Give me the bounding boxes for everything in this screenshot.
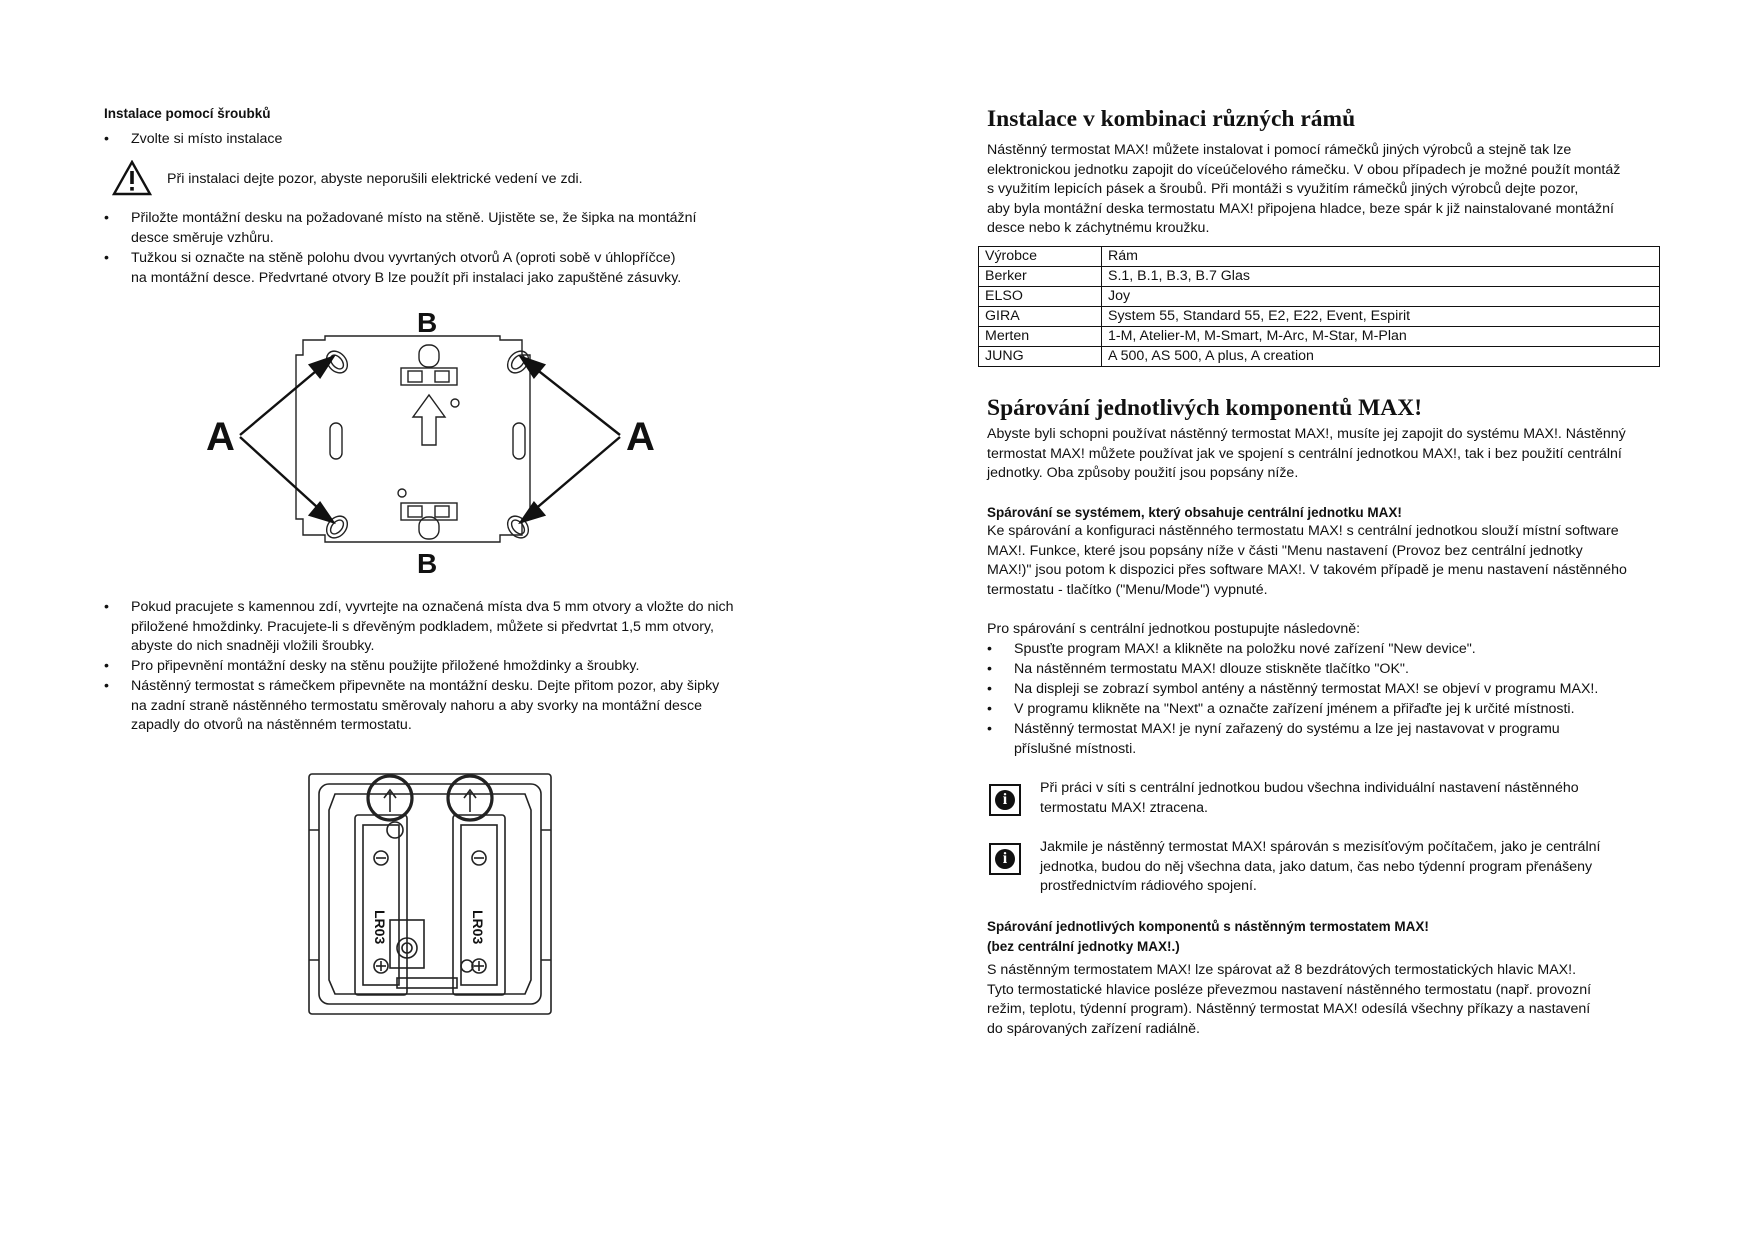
info-icon — [989, 843, 1021, 875]
table-cell: Merten — [979, 327, 1102, 347]
line: Spárování jednotlivých komponentů s nástěnným termostatem MAX! — [987, 919, 1429, 934]
bullet-glyph: • — [104, 131, 109, 147]
info-glyph: i — [995, 790, 1015, 810]
battery-label-right: LR03 — [470, 910, 486, 945]
table-cell: System 55, Standard 55, E2, E22, Event, Espirit — [1102, 307, 1660, 327]
standalone-paragraph — [987, 961, 1591, 1039]
table-header-row — [979, 247, 1660, 267]
info-glyph: i — [995, 849, 1015, 869]
step-item — [1014, 720, 1560, 759]
section-title-pairing: Spárování jednotlivých komponentů MAX! — [987, 395, 1423, 421]
table-row — [979, 347, 1660, 367]
line: Spusťte program MAX! a klikněte na položku nové zařízení "New device". — [1014, 641, 1476, 657]
line: jednotky. Oba způsoby použití jsou popsány níže. — [987, 465, 1299, 482]
bullet-choose-location: Zvolte si místo instalace — [131, 131, 283, 147]
bullet-glyph: • — [104, 658, 109, 674]
line: MAX!. Funkce, které jsou popsány níže v části "Menu nastavení (Provoz bez centrální jednotky — [987, 542, 1583, 559]
step-item — [1014, 700, 1575, 720]
line: (bez centrální jednotky MAX!.) — [987, 938, 1180, 954]
line: zapadly do otvorů na nástěnném termostatu. — [131, 717, 412, 734]
bullet-glyph: • — [987, 721, 992, 737]
line: přiložené hmoždinky. Pracujete-li s dřevěným podkladem, můžete si předvrtat 1,5 mm otvory, — [131, 618, 714, 635]
line: aby byla montážní deska termostatu MAX! připojena hladce, beze spár k již nainstalované montážní — [987, 200, 1614, 217]
line: Pro připevnění montážní desky na stěnu použijte přiložené hmoždinky a šroubky. — [131, 658, 640, 674]
line: Nástěnný termostat MAX! můžete instalovat i pomocí rámečků jiných výrobců a stejně tak lze — [987, 142, 1572, 158]
line: Nástěnný termostat MAX! je nyní zařazený do systému a lze jej nastavovat v programu — [1014, 721, 1560, 737]
subheading-central: Spárování se systémem, který obsahuje centrální jednotku MAX! — [987, 505, 1402, 520]
line: do spárovaných zařízení radiálně. — [987, 1020, 1200, 1037]
table-header-cell: Výrobce — [979, 247, 1102, 267]
line: Přiložte montážní desku na požadované místo na stěně. Ujistěte se, že šipka na montážní — [131, 210, 697, 226]
pairing-paragraph — [987, 425, 1626, 484]
table-row — [979, 267, 1660, 287]
bullet-attach-thermostat — [131, 677, 719, 736]
line: na zadní straně nástěnného termostatu směrovaly nahoru a aby svorky na montážní desce — [131, 697, 702, 714]
line: MAX!)" jsou potom k dispozici přes software MAX!. V takovém případě je menu nastavení nástěnného — [987, 562, 1627, 579]
bullet-glyph: • — [104, 210, 109, 226]
bullet-glyph: • — [987, 681, 992, 697]
table-cell: S.1, B.1, B.3, B.7 Glas — [1102, 267, 1660, 287]
right-page — [877, 0, 1754, 1240]
mounting-plate-figure — [200, 305, 670, 580]
bullet-drilling — [131, 598, 734, 657]
table-row — [979, 287, 1660, 307]
line: Na displeji se zobrazí symbol antény a nástěnný termostat MAX! se objeví v programu MAX!. — [1014, 681, 1599, 697]
line: Ke spárování a konfiguraci nástěnného termostatu MAX! s centrální jednotkou slouží místní software — [987, 523, 1619, 539]
line: abyste do nich snadněji vložili šroubky. — [131, 638, 375, 655]
table-cell: ELSO — [979, 287, 1102, 307]
line: Jakmile je nástěnný termostat MAX! spárován s mezisíťovým počítačem, jako je centrální — [1040, 839, 1601, 855]
line: Tyto termostatické hlavice posléze převezmou nastavení nástěnného termostatu (např. provozní — [987, 981, 1592, 998]
table-row — [979, 327, 1660, 347]
table-cell: Berker — [979, 267, 1102, 287]
bullet-glyph: • — [987, 641, 992, 657]
line: Při práci v síti s centrální jednotkou budou všechna individuální nastavení nástěnného — [1040, 780, 1579, 796]
central-paragraph — [987, 522, 1627, 600]
line: na montážní desce. Předvrtané otvory B lze použít při instalaci jako zapuštěné zásuvky. — [131, 269, 682, 286]
subheading-standalone — [987, 917, 1429, 956]
warning-icon — [112, 160, 152, 196]
bullet-place-plate — [131, 209, 696, 248]
bullet-mark-holes — [131, 249, 681, 288]
line: Nástěnný termostat s rámečkem připevněte na montážní desku. Dejte přitom pozor, aby šipky — [131, 678, 720, 694]
table-cell: 1-M, Atelier-M, M-Smart, M-Arc, M-Star, M-Plan — [1102, 327, 1660, 347]
table-cell: A 500, AS 500, A plus, A creation — [1102, 347, 1660, 367]
note-gateway — [1040, 838, 1600, 897]
frames-paragraph — [987, 141, 1620, 239]
bullet-glyph: • — [104, 678, 109, 694]
bullet-glyph: • — [104, 599, 109, 615]
frames-table — [978, 246, 1660, 367]
bullet-glyph: • — [987, 701, 992, 717]
steps-intro: Pro spárování s centrální jednotkou postupujte následovně: — [987, 621, 1361, 637]
section-title-frames: Instalace v kombinaci různých rámů — [987, 106, 1356, 132]
line: režim, teplotu, týdenní program). Nástěnný termostat MAX! odesílá všechny příkazy a nastavení — [987, 1001, 1591, 1018]
label-a-right: A — [626, 415, 655, 459]
bullet-glyph: • — [104, 250, 109, 266]
step-item — [1014, 680, 1598, 700]
line: elektronickou jednotku zapojit do víceúčelového rámečku. V obou případech je možné použít montáž — [987, 161, 1621, 178]
line: Pokud pracujete s kamennou zdí, vyvrtejte na označená místa dva 5 mm otvory a vložte do nich — [131, 599, 734, 615]
note-network — [1040, 779, 1579, 818]
step-item — [1014, 640, 1476, 660]
line: Abyste byli schopni používat nástěnný termostat MAX!, musíte jej zapojit do systému MAX!. Nástěnný — [987, 426, 1626, 442]
line: s využitím lepicích pásek a šroubů. Při montáži s využitím rámečků jiných výrobců dejte pozor, — [987, 181, 1579, 198]
table-cell: GIRA — [979, 307, 1102, 327]
bullet-fix-plate — [131, 657, 639, 677]
label-b-top: B — [417, 307, 438, 338]
step-item — [1014, 660, 1409, 680]
info-icon — [989, 784, 1021, 816]
warning-text: Při instalaci dejte pozor, abyste neporušili elektrické vedení ve zdi. — [167, 171, 583, 187]
line: desce nebo k záchytnému kroužku. — [987, 220, 1210, 237]
table-header-cell: Rám — [1102, 247, 1660, 267]
line: termostatu MAX! ztracena. — [1040, 799, 1208, 816]
line: termostatu - tlačítko ("Menu/Mode") vypnuté. — [987, 581, 1268, 598]
line: S nástěnným termostatem MAX! lze spárovat až 8 bezdrátových termostatických hlavic MAX!. — [987, 962, 1577, 978]
thermostat-back-figure — [305, 770, 555, 1018]
table-cell: JUNG — [979, 347, 1102, 367]
line: desce směruje vzhůru. — [131, 229, 274, 246]
line: jednotka, budou do něj všechna data, jako datum, čas nebo týdenní program přenášeny — [1040, 858, 1593, 875]
line: Na nástěnném termostatu MAX! dlouze stiskněte tlačítko "OK". — [1014, 661, 1409, 677]
line: prostřednictvím rádiového spojení. — [1040, 878, 1257, 895]
line: příslušné místnosti. — [1014, 740, 1137, 757]
line: Tužkou si označte na stěně polohu dvou vyvrtaných otvorů A (oproti sobě v úhlopříčce) — [131, 250, 676, 266]
label-b-bottom: B — [417, 548, 438, 579]
line: termostat MAX! můžete používat jak ve spojení s centrální jednotkou MAX!, tak i bez použití centrální — [987, 445, 1622, 462]
line: V programu klikněte na "Next" a označte zařízení jménem a přiřaďte jej k určité místnosti. — [1014, 701, 1575, 717]
table-cell: Joy — [1102, 287, 1660, 307]
battery-label-left: LR03 — [372, 910, 388, 945]
bullet-glyph: • — [987, 661, 992, 677]
table-row — [979, 307, 1660, 327]
label-a-left: A — [206, 415, 235, 459]
heading-screws: Instalace pomocí šroubků — [104, 106, 271, 121]
